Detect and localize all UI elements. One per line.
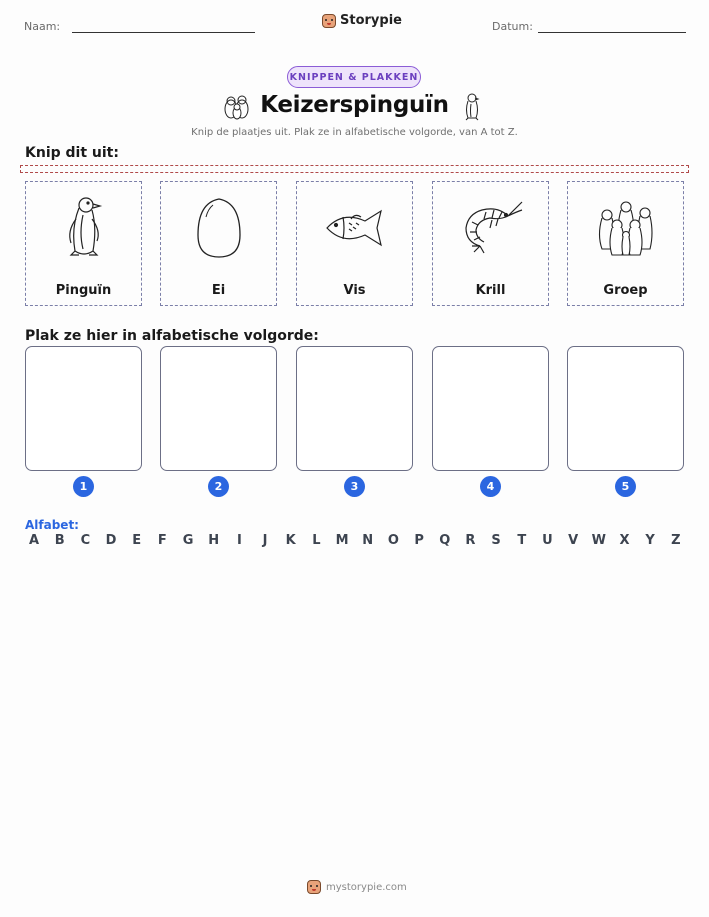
alphabet-letter: A [28,533,40,548]
brand-logo [322,13,402,28]
fish-icon [297,188,412,268]
paste-box-2[interactable] [160,346,277,471]
number-badge-4: 4 [480,476,501,497]
date-label: Datum: [492,20,533,33]
alphabet-letter: U [542,533,553,548]
alphabet-heading: Alfabet: [25,518,79,532]
page-title: Keizerspinguïn [260,92,449,118]
alphabet-letter: D [105,533,117,548]
cut-section-heading: Knip dit uit: [25,145,119,161]
alphabet-letter: Q [439,533,451,548]
alphabet-letter: M [335,533,349,548]
alphabet-row [25,533,685,548]
cut-card-label: Pinguïn [55,283,112,298]
cut-line [20,165,689,173]
paste-box-1[interactable] [25,346,142,471]
name-field-line[interactable] [72,32,255,33]
alphabet-letter: E [132,533,142,548]
alphabet-letter: I [236,533,242,548]
alphabet-letter: V [568,533,579,548]
alphabet-letter: B [54,533,65,548]
cut-card-pinguin[interactable] [25,181,142,306]
footer-url: mystorypie.com [326,881,407,893]
instructions-subtitle: Knip de plaatjes uit. Plak ze in alfabetische volgorde, van A tot Z. [191,127,518,138]
storypie-logo-icon [307,880,321,894]
alphabet-letter: G [182,533,194,548]
paste-section-heading: Plak ze hier in alfabetische volgorde: [25,328,319,344]
cut-card-label: Groep [603,283,648,298]
penguin-title-icon [462,92,482,126]
alphabet-letter: T [517,533,527,548]
footer [307,880,407,894]
alphabet-letter: O [387,533,399,548]
alphabet-letter: J [262,533,268,548]
alphabet-letter: R [465,533,476,548]
cut-card-label: Vis [343,283,366,298]
alphabet-letter: W [591,533,606,548]
cut-card-krill[interactable] [432,181,549,306]
cut-card-label: Ei [211,283,226,298]
brand-name: Storypie [340,13,402,28]
penguin-icon [26,188,141,268]
alphabet-letter: Y [645,533,655,548]
alphabet-letter: Z [671,533,681,548]
cut-card-ei[interactable] [160,181,277,306]
shrimp-icon [433,188,548,268]
alphabet-letter: K [285,533,296,548]
name-label: Naam: [24,20,61,33]
paste-box-5[interactable] [567,346,684,471]
paste-box-4[interactable] [432,346,549,471]
number-badge-5: 5 [615,476,636,497]
alphabet-letter: X [619,533,630,548]
cut-card-groep[interactable] [567,181,684,306]
storypie-logo-icon [322,14,336,28]
cut-card-label: Krill [475,283,506,298]
date-field-line[interactable] [538,32,686,33]
number-badge-1: 1 [73,476,94,497]
number-badge-3: 3 [344,476,365,497]
alphabet-letter: L [312,533,321,548]
alphabet-letter: H [208,533,220,548]
alphabet-letter: P [414,533,424,548]
alphabet-letter: C [80,533,91,548]
activity-badge: KNIPPEN & PLAKKEN [287,66,421,88]
egg-icon [161,188,276,268]
alphabet-letter: S [491,533,501,548]
alphabet-letter: F [157,533,167,548]
paste-box-3[interactable] [296,346,413,471]
penguin-group-icon [568,188,683,268]
number-badge-2: 2 [208,476,229,497]
alphabet-letter: N [362,533,374,548]
cut-card-vis[interactable] [296,181,413,306]
